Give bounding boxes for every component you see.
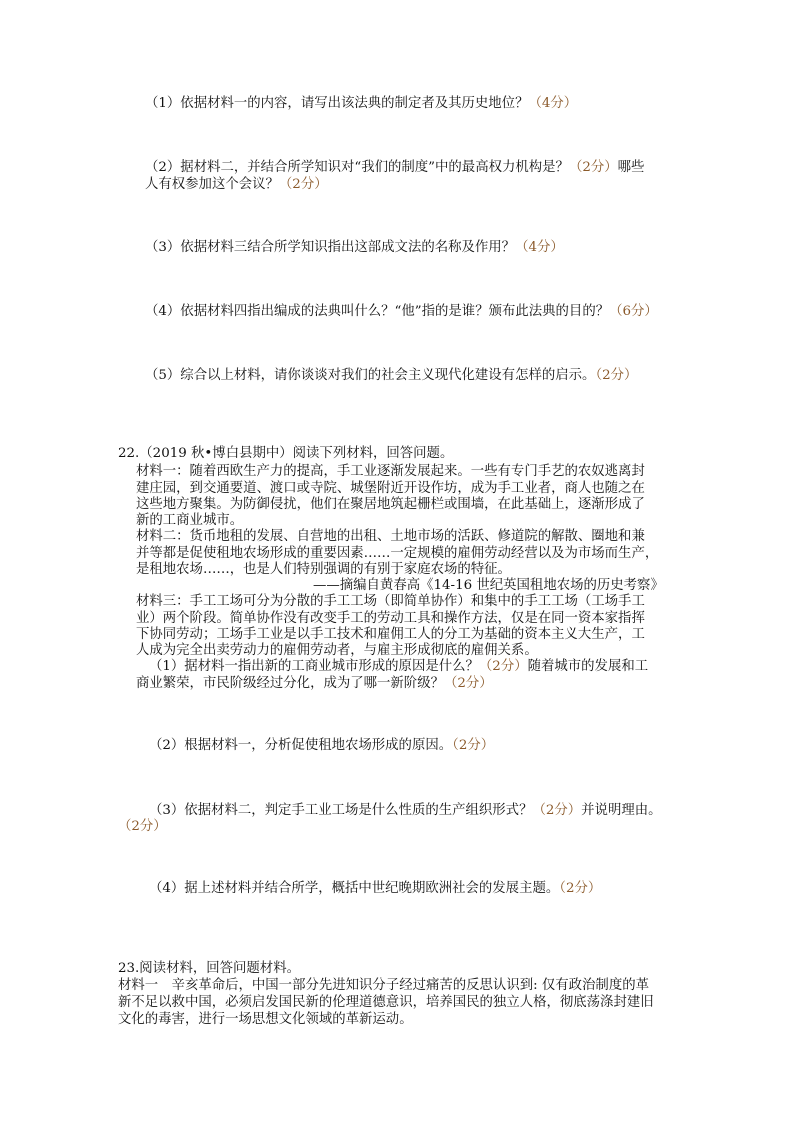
q22-material3-line1: 材料三：手工工场可分为分散的手工工场（即简单协作）和集中的手工工场（工场手工 bbox=[136, 594, 645, 609]
points-label: （2分） bbox=[559, 881, 602, 896]
q22-material1-line1: 材料一：随着西欧生产力的提高，手工业逐渐发展起来。一些有专门手艺的农奴逃离封 bbox=[136, 464, 645, 479]
q22-3-line2 bbox=[118, 819, 167, 835]
question-text: （4）据上述材料并结合所学，概括中世纪晚期欧洲社会的发展主题。 bbox=[149, 881, 560, 896]
q22-2 bbox=[149, 738, 494, 754]
q22-4 bbox=[149, 881, 601, 897]
question-text: （3）依据材料三结合所学知识指出这部成文法的名称及作用？ bbox=[145, 240, 516, 255]
q23-header: 23.阅读材料，回答问题材料。 bbox=[118, 961, 300, 976]
q21-3 bbox=[145, 240, 564, 256]
q22-material2-line1: 材料二：货币地租的发展、自营地的出租、土地市场的活跃、修道院的解散、圈地和兼 bbox=[136, 529, 645, 544]
q22-material2-source: ——摘编自黄春高《14-16 世纪英国租地农场的历史考察》 bbox=[313, 578, 664, 593]
points-label: （2分） bbox=[443, 676, 493, 691]
question-text: 并说明理由。 bbox=[581, 803, 662, 818]
q22-1-line1 bbox=[149, 659, 648, 675]
q22-material3-line2: 业）两个阶段。简单协作没有改变手工的劳动工具和操作方法，仅是在同一资本家指挥 bbox=[136, 611, 645, 626]
q22-material1-line3: 这些地方聚集。为防御侵扰，他们在聚居地筑起栅栏或围墙，在此基础上，逐渐形成了 bbox=[136, 497, 645, 512]
q22-material1-line2: 建庄园，到交通要道、渡口或寺院、城堡附近开设作坊，成为手工业者，商人也随之在 bbox=[136, 481, 645, 496]
points-label: （2分） bbox=[118, 819, 167, 834]
question-text: （2）据材料二，并结合所学知识对“我们的制度”中的最高权力机构是？ bbox=[145, 160, 569, 175]
q22-material1-line4: 新的工商业城市。 bbox=[136, 513, 244, 528]
question-text: （5）综合以上材料，请你谈谈对我们的社会主义现代化建设有怎样的启示。 bbox=[145, 368, 596, 383]
points-label: （2分） bbox=[452, 738, 495, 753]
q21-2-line1 bbox=[145, 160, 644, 176]
q23-material1-line1: 材料一 辛亥革命后，中国一部分先进知识分子经过痛苦的反思认识到: 仅有政治制度的革 bbox=[118, 978, 649, 993]
question-text: 人有权参加这个会议？ bbox=[145, 177, 279, 192]
points-label: （2分） bbox=[568, 160, 618, 175]
q22-material2-line3: 是租地农场……，也是人们特别强调的有别于家庭农场的特征。 bbox=[136, 562, 511, 577]
question-text: （1）依据材料一的内容，请写出该法典的制定者及其历史地位？ bbox=[145, 96, 529, 111]
points-label: （6分） bbox=[609, 304, 658, 319]
points-label: （2分） bbox=[478, 659, 528, 674]
q22-1-line2 bbox=[136, 676, 493, 692]
points-label: （2分） bbox=[595, 368, 638, 383]
question-text: 商业繁荣，市民阶级经过分化，成为了哪一新阶级？ bbox=[136, 676, 444, 691]
q21-2-line2 bbox=[145, 177, 328, 193]
q21-5 bbox=[145, 368, 637, 384]
q21-1 bbox=[145, 96, 577, 112]
q22-header: 22.（2019 秋•博白县期中）阅读下列材料，回答问题。 bbox=[118, 446, 454, 461]
q22-3-line1 bbox=[149, 803, 662, 819]
question-text: 哪些 bbox=[617, 160, 645, 175]
question-text: （1）据材料一指出新的工商业城市形成的原因是什么？ bbox=[149, 659, 479, 674]
question-text: 随着城市的发展和工 bbox=[527, 659, 649, 674]
points-label: （4分） bbox=[528, 96, 578, 111]
question-text: （4）依据材料四指出编成的法典叫什么？“他”指的是谁？颁布此法典的目的？ bbox=[145, 304, 610, 319]
q22-material2-line2: 并等都是促使租地农场形成的重要因素……一定规模的雇佣劳动经营以及为市场而生产， bbox=[136, 546, 659, 561]
q22-material3-line3: 下协同劳动；工场手工业是以手工技术和雇佣工人的分工为基础的资本主义大生产，工 bbox=[136, 627, 645, 642]
question-text: （2）根据材料一，分析促使租地农场形成的原因。 bbox=[149, 738, 453, 753]
q23-material1-line2: 新不足以救中国，必须启发国民新的伦理道德意识，培养国民的独立人格，彻底荡涤封建旧 bbox=[118, 995, 654, 1010]
question-text: （3）依据材料二，判定手工业工场是什么性质的生产组织形式？ bbox=[149, 803, 533, 818]
points-label: （2分） bbox=[532, 803, 582, 818]
q23-material1-line3: 文化的毒害，进行一场思想文化领域的革新运动。 bbox=[118, 1012, 413, 1027]
q21-4 bbox=[145, 304, 658, 320]
points-label: （2分） bbox=[278, 177, 328, 192]
points-label: （4分） bbox=[515, 240, 564, 255]
q22-material3-line4: 人成为完全出卖劳动力的雇佣劳动者，与雇主形成彻底的雇佣关系。 bbox=[136, 643, 538, 658]
